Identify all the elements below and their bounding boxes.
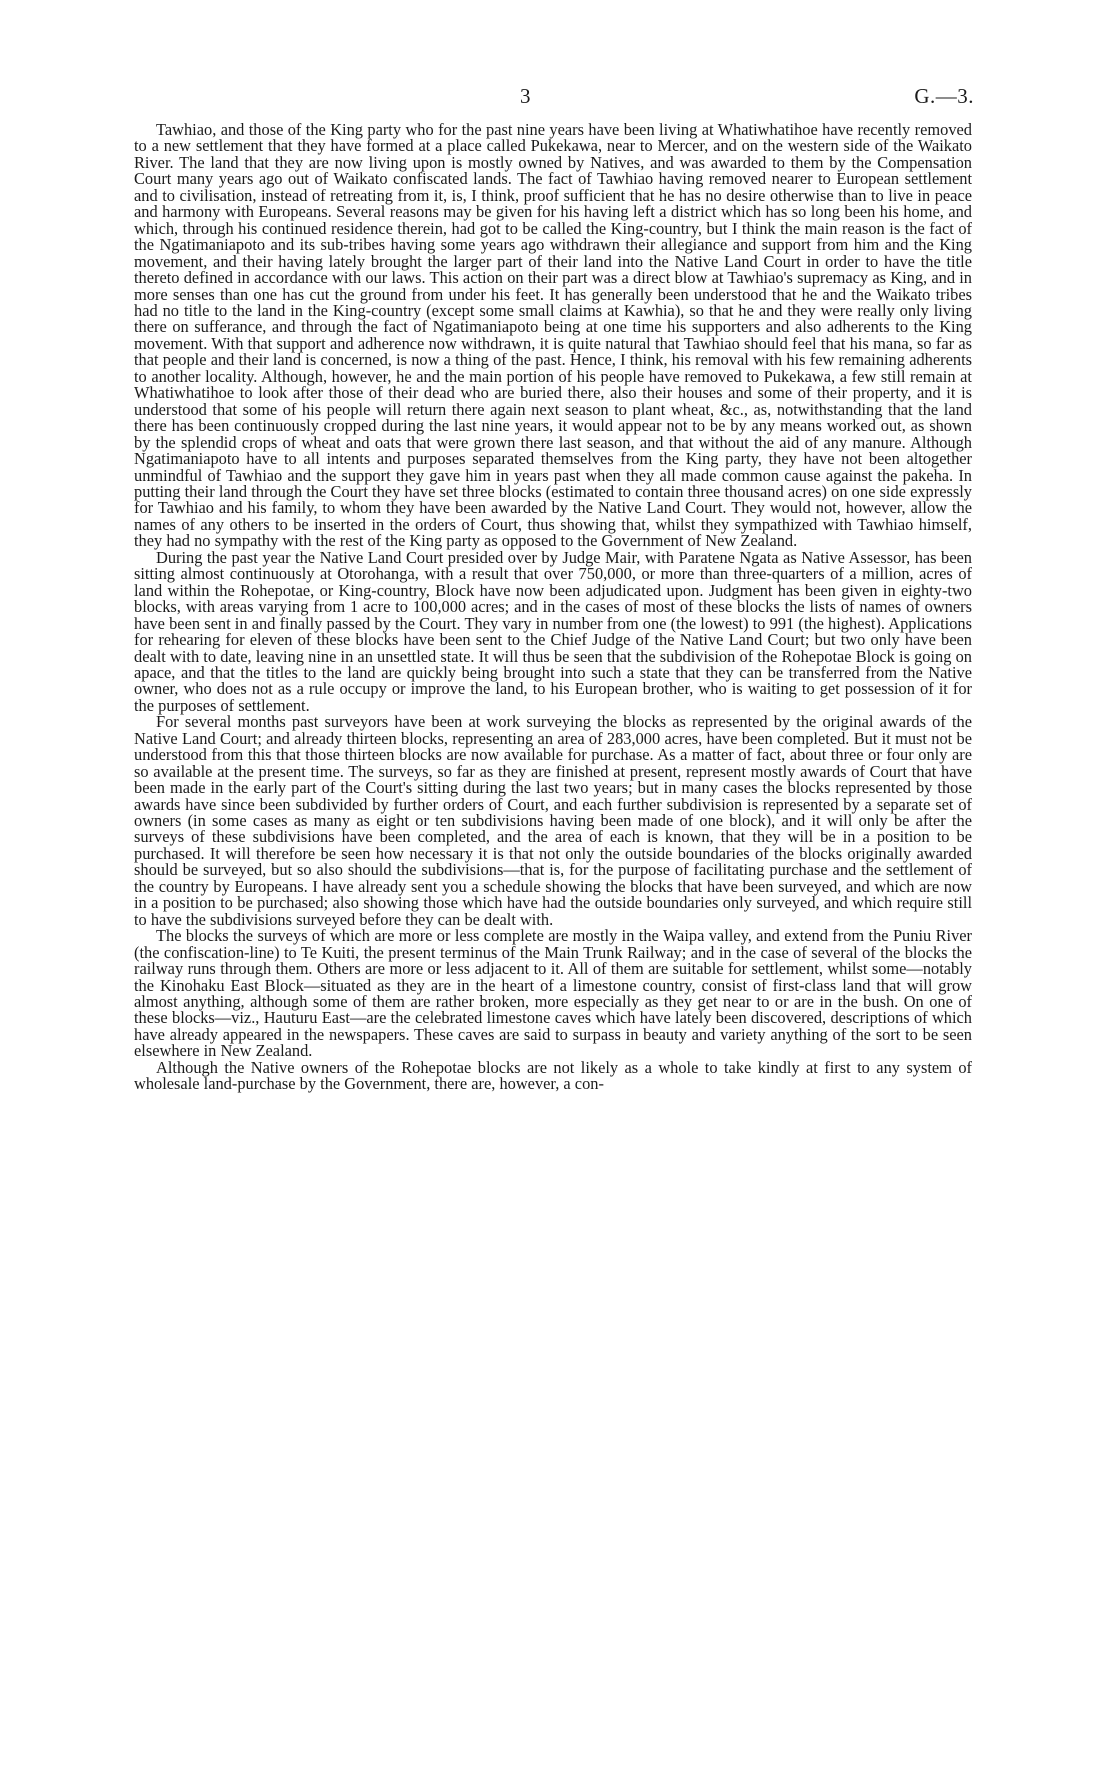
paragraph-native-land-court: During the past year the Native Land Court presided over by Judge Mair, with Paratene Ngata as Native Assessor, has been sitting almost continuously at Otorohanga, with a result that over 750,000, or more than three-quarters of a million, acres of land within the Rohepotae, or King-country, Block have now been adjudicated upon. Judgment has been given in eighty-two blocks, with areas varying from 1 acre to 100,000 acres; and in the cases of most of these blocks the lists of names of owners have been sent in and finally passed by the Court. They vary in number from one (the lowest) to 991 (the highest). Applications for rehearing for eleven of these blocks have been sent to the Chief Judge of the Native Land Court; but two only have been dealt with to date, leaving nine in an unsettled state. It will thus be seen that the subdivision of the Rohepotae Block is going on apace, and that the titles to the land are quickly being brought into such a state that they can be transferred from the Native owner, who does not as a rule occupy or improve the land, to his European brother, who is waiting to get possession of it for the purposes of settlement. [134, 547, 972, 715]
page-number: 3 [520, 84, 531, 108]
paragraph-rohepotae-owners: Although the Native owners of the Rohepotae blocks are not likely as a whole to take kindly at first to any system of wholesale land-purchase by the Government, there are, however, a con- [134, 1057, 972, 1094]
paragraph-tawhiao-removal: Tawhiao, and those of the King party who for the past nine years have been living at Whatiwhatihoe have recently removed to a new settlement that they have formed at a place called Pukekawa, near to Mercer, and on the western side of the Waikato River. The land that they are now living upon is mostly owned by Natives, and was awarded to them by the Compensation Court many years ago out of Waikato confiscated lands. The fact of Tawhiao having removed nearer to European settlement and to civilisation, instead of retreating from it, is, I think, proof sufficient that he has no desire otherwise than to live in peace and harmony with Europeans. Several reasons may be given for his having left a district which has so long been his home, and which, through his continued residence therein, had got to be called the King-country, but I think the main reason is the fact of the Ngatimaniapoto and its sub-tribes having some years ago withdrawn their allegiance and support from him and the King movement, and their having lately brought the larger part of their land into the Native Land Court in order to have the title thereto defined in accordance with our laws. This action on their part was a direct blow at Tawhiao's supremacy as King, and in more senses than one has cut the ground from under his feet. It has generally been understood that he and the Waikato tribes had no title to the land in the King-country (except some small claims at Kawhia), so that he and they were really only living there on sufferance, and through the fact of Ngatimaniapoto being at one time his supporters and also adherents to the King movement. With that support and adherence now withdrawn, it is quite natural that Tawhiao should feel that his mana, so far as that people and their land is concerned, is now a thing of the past. Hence, I think, his removal with his few remaining adherents to another locality. Although, however, he and the main portion of his people have removed to Pukekawa, a few still remain at Whatiwhatihoe to look after those of their dead who are buried there, also their houses and some of their property, and it is understood that some of his people will return there again next season to plant wheat, &c., as, notwithstanding that the land there has been continuously cropped during the last nine years, it would appear not to be by any means worked out, as shown by the splendid crops of wheat and oats that were grown there last season, and that without the aid of any manure. Although Ngatimaniapoto have to all intents and purposes separated themselves from the King party, they have not been altogether unmindful of Tawhiao and the support they gave him in years past when they all made common cause against the pakeha. In putting their land through the Court they have set three blocks (estimated to contain three thousand acres) on one side expressly for Tawhiao and his family, to whom they have been awarded by the Native Land Court. They would not, however, allow the names of any others to be inserted in the orders of Court, thus showing that, whilst they sympathized with Tawhiao himself, they had no sympathy with the rest of the King party as opposed to the Government of New Zealand. [134, 120, 972, 551]
paragraph-waipa-valley-blocks: The blocks the surveys of which are more or less complete are mostly in the Waipa valley, and extend from the Puniu River (the confiscation-line) to Te Kuiti, the present terminus of the Main Trunk Railway; and in the case of several of the blocks the railway runs through them. Others are more or less adjacent to it. All of them are suitable for settlement, whilst some—notably the Kinohaku East Block—situated as they are in the heart of a limestone country, consist of first-class land that will grow almost anything, although some of them are rather broken, more especially as they get near to or are in the bush. On one of these blocks—viz., Hauturu East—are the celebrated limestone caves which have lately been discovered, descriptions of which have already appeared in the newspapers. These caves are said to surpass in beauty and variety anything of the sort to be seen elsewhere in New Zealand. [134, 926, 972, 1061]
body-text [134, 122, 972, 1093]
paragraph-surveys: For several months past surveyors have been at work surveying the blocks as represented by the original awards of the Native Land Court; and already thirteen blocks, representing an area of 283,000 acres, have been completed. But it must not be understood from this that those thirteen blocks are now available for purchase. As a matter of fact, about three or four only are so available at the present time. The surveys, so far as they are finished at present, represent mostly awards of Court that have been made in the early part of the Court's sitting during the last two years; but in many cases the blocks represented by those awards have since been subdivided by further orders of Court, and each further subdivision is represented by a separate set of owners (in some cases as many as eight or ten subdivisions having been made of one block), and it will only be after the surveys of these subdivisions have been completed, and the area of each is known, that they will be in a position to be purchased. It will therefore be seen how necessary it is that not only the outside boundaries of the blocks originally awarded should be surveyed, but so also should the subdivisions—that is, for the purpose of facilitating purchase and the settlement of the country by Europeans. I have already sent you a schedule showing the blocks that have been surveyed, and which are now in a position to be purchased; also showing those which have had the outside boundaries only surveyed, and which require still to have the subdivisions surveyed before they can be dealt with. [134, 712, 972, 929]
document-reference: G.—3. [914, 84, 974, 108]
page-header [0, 82, 1114, 118]
